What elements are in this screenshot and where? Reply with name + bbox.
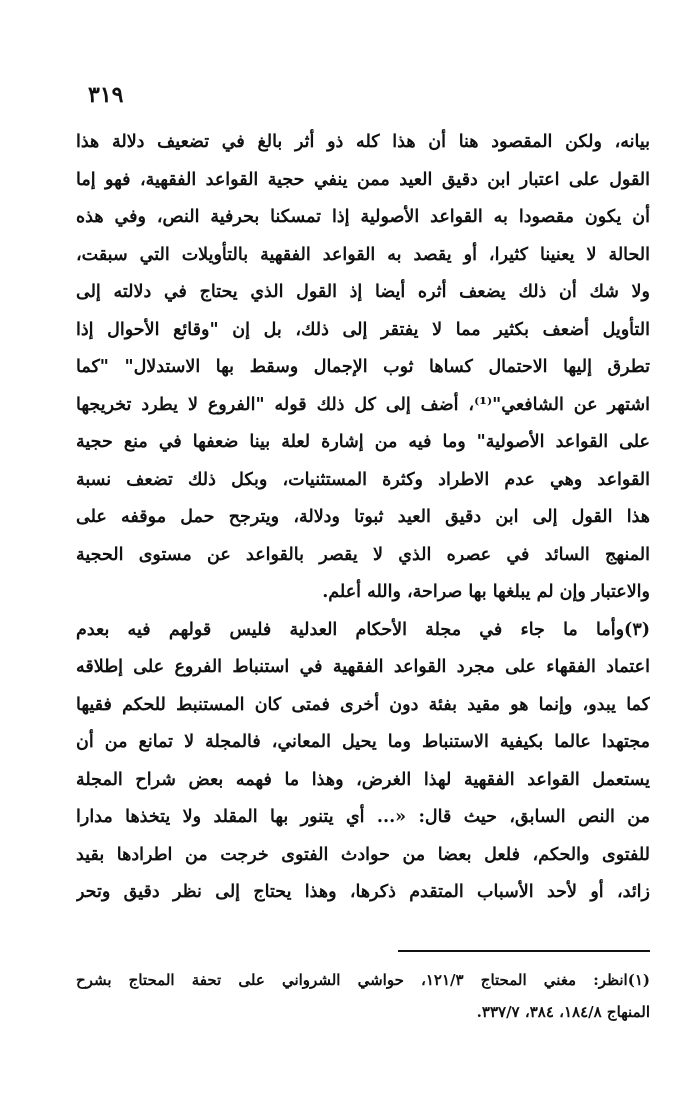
page-number: ٣١٩ (88, 82, 124, 108)
text-line: الحالة لا يعنينا كثيرا، أو يقصد به القواعد الفقهية بالتأويلات التي سبقت، (76, 244, 650, 265)
text-line: كما يبدو، وإنما هو مقيد بفئة دون أخرى فمتى كان المستنبط للحكم فقيها (76, 694, 650, 715)
text-line: القواعد وهي عدم الاطراد وكثرة المستثنيات، وبكل ذلك تضعف نسبة (76, 469, 650, 490)
text-line: اعتماد الفقهاء على مجرد القواعد الفقهية في استنباط الفروع على إطلاقه (76, 657, 650, 677)
footnote-separator (398, 950, 650, 952)
text-line: هذا القول إلى ابن دقيق العيد ثبوتا ودلالة، ويترجح حمل موقفه على (76, 507, 650, 527)
text-line: القول على اعتبار ابن دقيق العيد ممن ينفي حجية القواعد الفقهية، فهو إما (76, 169, 650, 190)
text-line: والاعتبار وإن لم يبلغها بها صراحة، والله أعلم. (322, 582, 650, 602)
text-line: (٣)وأما ما جاء في مجلة الأحكام العدلية فليس قولهم فيه بعدم (76, 619, 650, 640)
body-text (76, 124, 650, 912)
paragraph-2 (76, 612, 650, 912)
text-line: زائد، أو لأحد الأسباب المتقدم ذكرها، وهذا يحتاج إلى نظر دقيق وتحر (76, 882, 650, 902)
text-line: تطرق إليها الاحتمال كساها ثوب الإجمال وسقط بها الاستدلال" "كما (76, 357, 650, 377)
footnote-line: المنهاج ١٨٤/٨، ٣٨٤، ٣٣٧/٧. (476, 1003, 650, 1021)
text-line: التأويل أضعف بكثير مما لا يفتقر إلى ذلك، بل إن "وقائع الأحوال إذا (76, 319, 650, 340)
text-line: مجتهدا عالما بكيفية الاستنباط وما يحيل المعاني، فالمجلة لا تمانع من أن (76, 732, 650, 752)
text-line: من النص السابق، حيث قال: «... أي يتنور بها المقلد ولا يتخذها مدارا (76, 807, 650, 827)
paragraph-1 (76, 124, 650, 612)
text-line: المنهج السائد في عصره الذي لا يقصر بالقواعد عن مستوى الحجية (76, 544, 650, 565)
text-line: يستعمل القواعد الفقهية لهذا الغرض، وهذا ما فهمه بعض شراح المجلة (76, 769, 650, 790)
text-line: بيانه، ولكن المقصود هنا أن هذا كله ذو أثر بالغ في تضعيف دلالة هذا (76, 132, 650, 152)
text-line: على القواعد الأصولية" وما فيه من إشارة لعلة بينا ضعفها في منع حجية (76, 432, 650, 452)
text-line: أن يكون مقصودا به القواعد الأصولية إذا تمسكنا بحرفية النص، وفي هذه (76, 207, 650, 227)
text-line: اشتهر عن الشافعي"⁽¹⁾، أضف إلى كل ذلك قوله "الفروع لا يطرد تخريجها (76, 394, 650, 415)
footnote-line: (١)انظر: مغني المحتاج ١٢١/٣، حواشي الشرواني على تحفة المحتاج بشرح (76, 971, 650, 989)
text-line: ولا شك أن ذلك يضعف أثره أيضا إذ القول الذي يحتاج في دلالته إلى (76, 282, 650, 302)
text-line: للفتوى والحكم، فلعل بعضا من حوادث الفتوى خرجت من اطرادها بقيد (76, 844, 650, 865)
footnote (76, 964, 650, 1028)
